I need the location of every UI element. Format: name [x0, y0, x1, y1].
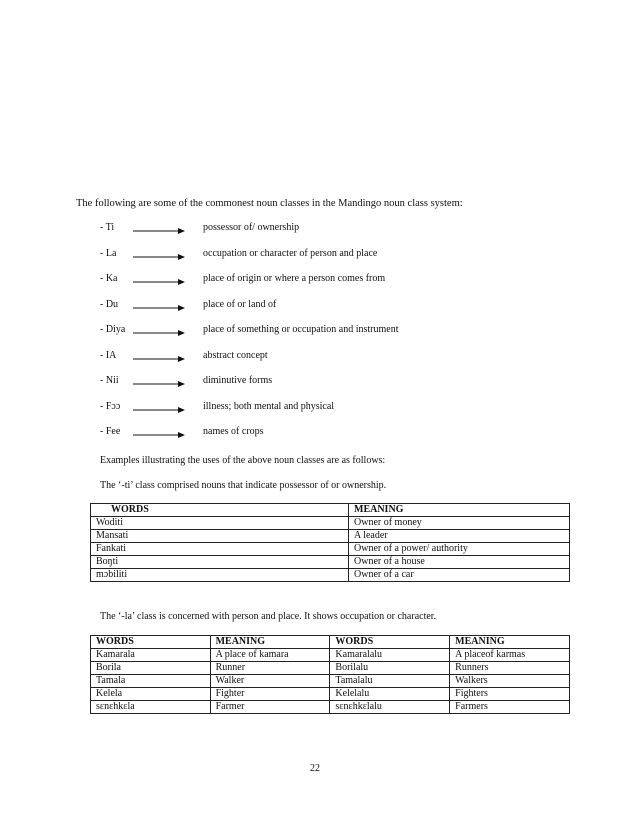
- noun-class-row: [100, 248, 540, 274]
- arrow-right-icon: [133, 227, 185, 235]
- examples-intro: Examples illustrating the uses of the above noun classes are as follows:: [100, 455, 386, 466]
- column-header: MEANING: [210, 636, 330, 649]
- la-class-table: [90, 635, 570, 714]
- word-cell: sɛnɛhkɛla: [91, 701, 211, 714]
- arrow-right-icon: [133, 304, 185, 312]
- table-row: [91, 688, 570, 701]
- class-name: - Diya: [100, 324, 126, 335]
- table-row: [91, 517, 570, 530]
- class-name: - IA: [100, 349, 117, 361]
- class-description: diminutive forms: [203, 375, 273, 386]
- arrow-right-icon: [133, 329, 185, 337]
- word-cell: Kamarala: [91, 649, 211, 662]
- word-cell: Kelela: [91, 688, 211, 701]
- meaning-cell: Runner: [210, 662, 330, 675]
- la-class-intro: The ‘-la’ class is concerned with person and place. It shows occupation or character.: [100, 611, 437, 622]
- class-name: - La: [100, 247, 117, 259]
- meaning-cell: A placeof karmas: [450, 649, 570, 662]
- class-description: place of something or occupation and instrument: [203, 324, 399, 335]
- column-header: MEANING: [450, 636, 570, 649]
- meaning-cell: Fighters: [450, 688, 570, 701]
- class-name: - Fee: [100, 426, 121, 437]
- ti-class-table: [90, 503, 570, 582]
- class-description: names of crops: [203, 426, 264, 437]
- meaning-cell: Runners: [450, 662, 570, 675]
- noun-class-row: [100, 222, 540, 248]
- arrow-right-icon: [133, 380, 185, 388]
- word-cell: Fankati: [91, 543, 349, 556]
- meaning-cell: Owner of a power/ authority: [349, 543, 570, 556]
- arrow-right-icon: [133, 355, 185, 363]
- noun-class-list: [100, 222, 540, 452]
- word-cell: Kelelalu: [330, 688, 450, 701]
- meaning-cell: Farmers: [450, 701, 570, 714]
- class-description: possessor of/ ownership: [203, 222, 300, 233]
- page-number: 22: [310, 763, 320, 774]
- table-row: [91, 543, 570, 556]
- table-row: [91, 662, 570, 675]
- meaning-cell: Owner of a car: [349, 569, 570, 582]
- word-cell: Kamaralalu: [330, 649, 450, 662]
- class-description: place of origin or where a person comes from: [203, 273, 386, 284]
- meaning-cell: Owner of money: [349, 517, 570, 530]
- word-cell: Boŋti: [91, 556, 349, 569]
- noun-class-row: [100, 324, 540, 350]
- arrow-right-icon: [133, 406, 185, 414]
- meaning-cell: A leader: [349, 530, 570, 543]
- arrow-right-icon: [133, 278, 185, 286]
- class-name: - Du: [100, 298, 119, 310]
- table-row: [91, 701, 570, 714]
- class-name: - Fɔɔ: [100, 400, 121, 412]
- class-description: occupation or character of person and place: [203, 247, 378, 259]
- meaning-cell: Owner of a house: [349, 556, 570, 569]
- class-name: - Nii: [100, 375, 119, 386]
- word-cell: Borila: [91, 662, 211, 675]
- table-header-row: [91, 636, 570, 649]
- table-row: [91, 530, 570, 543]
- meaning-cell: Walker: [210, 675, 330, 688]
- column-header: WORDS: [330, 636, 450, 649]
- noun-class-row: [100, 350, 540, 376]
- table-row: [91, 556, 570, 569]
- noun-class-row: [100, 299, 540, 325]
- meaning-cell: Walkers: [450, 675, 570, 688]
- word-cell: sɛnɛhkɛlalu: [330, 701, 450, 714]
- word-cell: mɔbiliti: [91, 569, 349, 582]
- table-row: [91, 675, 570, 688]
- word-cell: Tamalalu: [330, 675, 450, 688]
- class-name: - Ti: [100, 222, 115, 233]
- class-description: illness; both mental and physical: [203, 400, 335, 412]
- intro-text: The following are some of the commonest noun classes in the Mandingo noun class system:: [76, 198, 463, 209]
- class-name: - Ka: [100, 273, 118, 284]
- class-description: abstract concept: [203, 349, 268, 361]
- noun-class-row: [100, 401, 540, 427]
- word-cell: Mansati: [91, 530, 349, 543]
- noun-class-row: [100, 426, 540, 452]
- class-description: place of or land of: [203, 298, 277, 310]
- word-cell: Woditi: [91, 517, 349, 530]
- arrow-right-icon: [133, 253, 185, 261]
- column-header: MEANING: [349, 504, 570, 517]
- meaning-cell: A place of kamara: [210, 649, 330, 662]
- arrow-right-icon: [133, 431, 185, 439]
- table-row: [91, 649, 570, 662]
- word-cell: Tamala: [91, 675, 211, 688]
- meaning-cell: Farmer: [210, 701, 330, 714]
- table-header-row: [91, 504, 570, 517]
- table-row: [91, 569, 570, 582]
- meaning-cell: Fighter: [210, 688, 330, 701]
- noun-class-row: [100, 375, 540, 401]
- ti-class-intro: The ‘-ti’ class comprised nouns that indicate possessor of or ownership.: [100, 480, 387, 491]
- column-header: WORDS: [91, 504, 349, 517]
- word-cell: Borilalu: [330, 662, 450, 675]
- noun-class-row: [100, 273, 540, 299]
- column-header: WORDS: [91, 636, 211, 649]
